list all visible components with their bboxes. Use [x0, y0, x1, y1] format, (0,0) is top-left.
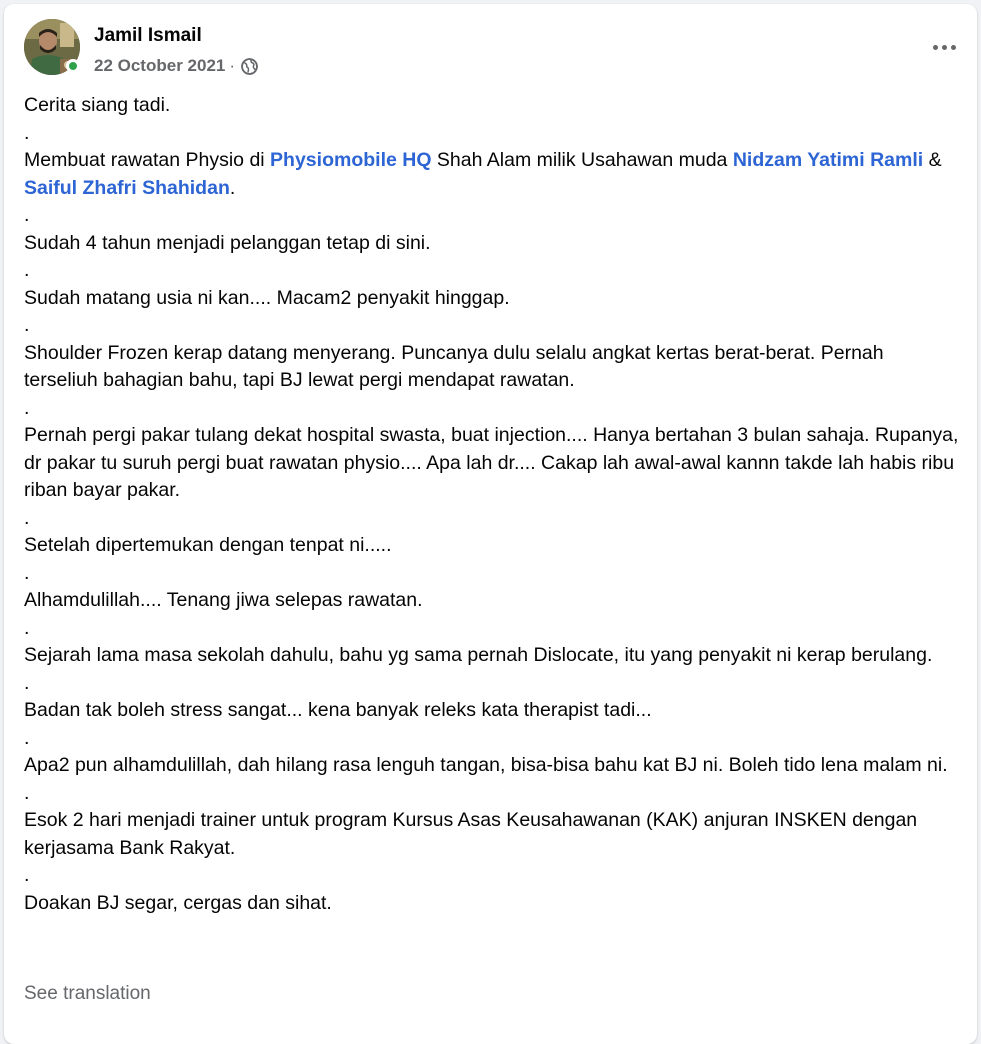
post-line-dot: . [24, 671, 30, 694]
mention-saiful-zhafri-shahidan[interactable]: Saiful Zhafri Shahidan [24, 176, 230, 199]
post-line-dot: . [24, 616, 30, 639]
post-line-dot: . [24, 781, 30, 804]
meta-separator: · [229, 56, 236, 75]
post-line: Shoulder Frozen kerap datang menyerang. Puncanya dulu selalu angkat kertas berat-berat. Pernah terseliuh bahagian bahu, tapi BJ lewat pergi mendapat rawatan. [24, 341, 884, 391]
post-line-dot: . [24, 204, 30, 226]
post-line: Apa2 pun alhamdulillah, dah hilang rasa lenguh tangan, bisa-bisa bahu kat BJ ni. Boleh tido lena malam ni. [24, 754, 948, 776]
mention-nidzam-yatimi-ramli[interactable]: Nidzam Yatimi Ramli [732, 149, 924, 171]
post-line: Pernah pergi pakar tulang dekat hospital swasta, buat injection.... Hanya bertahan 3 bulan sahaja. Rupanya, dr pakar tu suruh pergi buat rawatan physio.... Apa lah dr.... Cakap lah awal-awal kannn takde lah habis ribu riban bayar pakar. [24, 424, 959, 501]
post-body [24, 92, 959, 917]
post-line-dot: . [24, 726, 30, 749]
post-line: Cerita siang tadi. [24, 94, 171, 116]
post-line-dot: . [24, 506, 30, 529]
see-translation-link[interactable]: See translation [24, 983, 151, 1004]
more-options-button[interactable] [924, 29, 964, 65]
post-line: Setelah dipertemukan dengan tenpat ni..... [24, 534, 392, 556]
post-line [24, 147, 959, 202]
globe-icon[interactable] [241, 58, 258, 75]
post-line-dot: . [24, 121, 30, 144]
post-line-dot: . [24, 864, 30, 886]
post-date[interactable]: 22 October 2021 [94, 56, 226, 75]
post-line: Sudah 4 tahun menjadi pelanggan tetap di sini. [24, 231, 431, 254]
post-line: Sejarah lama masa sekolah dahulu, bahu yg sama pernah Dislocate, itu yang penyakit ni kerap berulang. [24, 644, 933, 666]
post-card [4, 4, 977, 1044]
post-line: Alhamdulillah.... Tenang jiwa selepas rawatan. [24, 589, 423, 611]
avatar[interactable] [24, 19, 80, 75]
post-line-dot: . [24, 561, 30, 584]
mention-physiomobile-hq[interactable]: Physiomobile HQ [270, 149, 432, 171]
online-status-indicator [66, 59, 80, 73]
post-line: Doakan BJ segar, cergas dan sihat. [24, 891, 332, 914]
post-meta [94, 56, 258, 76]
post-line: Sudah matang usia ni kan.... Macam2 penyakit hinggap. [24, 286, 510, 309]
more-horizontal-icon [933, 45, 956, 50]
post-text: & [923, 149, 942, 171]
post-line: Badan tak boleh stress sangat... kena banyak releks kata therapist tadi... [24, 699, 652, 721]
post-text: Membuat rawatan Physio di [24, 149, 271, 171]
post-line-dot: . [24, 396, 30, 419]
author-name[interactable]: Jamil Ismail [94, 25, 202, 46]
post-text: Shah Alam milik Usahawan muda [431, 149, 733, 171]
post-text: . [229, 176, 236, 199]
post-line: Esok 2 hari menjadi trainer untuk program Kursus Asas Keusahawanan (KAK) anjuran INSKEN dengan kerjasama Bank Rakyat. [24, 809, 918, 859]
post-line-dot: . [24, 259, 30, 281]
post-header [24, 19, 964, 79]
post-line-dot: . [24, 314, 30, 336]
